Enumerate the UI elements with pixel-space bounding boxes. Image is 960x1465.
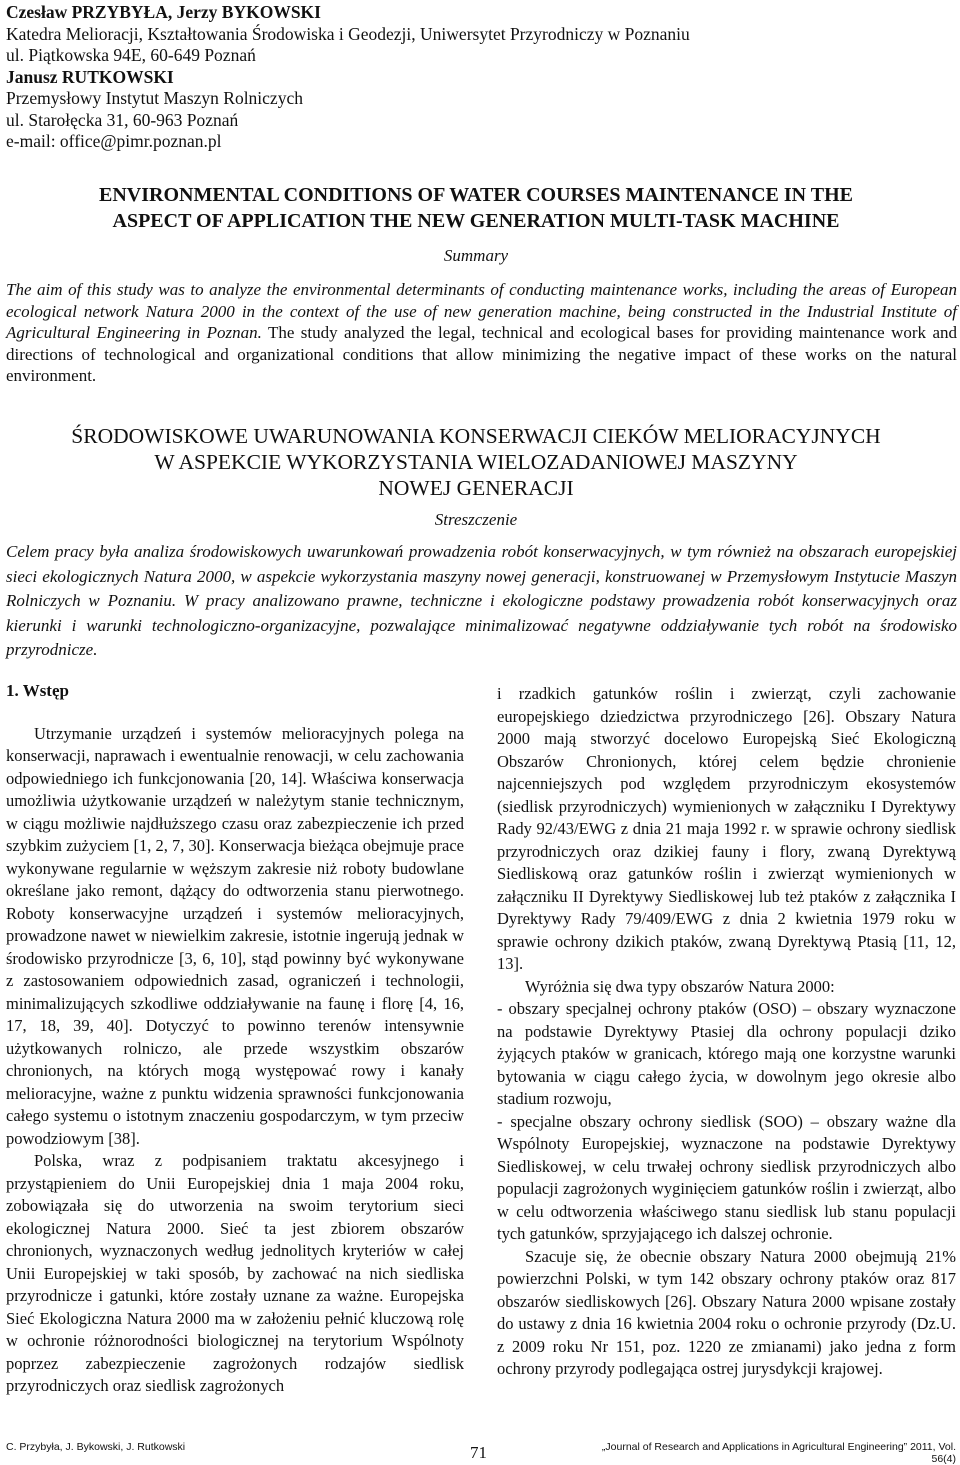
left-column	[6, 680, 464, 1398]
section-heading-intro: 1. Wstęp	[6, 681, 69, 700]
summary-label: Summary	[443, 246, 509, 265]
abstract-english	[6, 279, 957, 387]
abstract-polish: Celem pracy była analiza środowiskowych uwarunkowań prowadzenia robót konserwacyjnych, w tym również na obszarach europejskiej sieci ekologicznych Natura 2000, w aspekcie wykorzystania maszyny nowej generacji, konstruowanej w Przemysłowym Instytucie Maszyn Rolniczych w Poznaniu. W pracy analizowano prawne, techniczne i ekologiczne podstawy prowadzenia robót konserwacyjnych oraz kierunki i warunki technologiczno-organizacyjne, pozwalające minimalizować negatywne oddziaływanie tych robót na środowisko przyrodnicze.	[6, 542, 957, 659]
author-block	[6, 2, 946, 153]
paragraph: Wyróżnia się dwa typy obszarów Natura 2000:	[525, 976, 835, 996]
author-names-2: Janusz RUTKOWSKI	[6, 66, 174, 87]
footer-journal: „Journal of Research and Applications in Agricultural Engineering” 2011, Vol. 56(4)	[601, 1441, 956, 1465]
title-english-line2: ASPECT OF APPLICATION THE NEW GENERATION MULTI-TASK MACHINE	[112, 210, 840, 232]
paragraph: Utrzymanie urządzeń i systemów melioracyjnych polega na konserwacji, naprawach i ewentualnie renowacji, w celu zachowania odpowiedniego ich funkcjonowania [20, 14]. Właściwa konserwacja umożliwia użytkowanie urządzeń w należytym stanie technicznym, w ciągu możliwie najdłuższego czasu oraz zabezpieczenie ich przed szybkim zużyciem [1, 2, 7, 30]. Konserwacja bieżąca obejmuje prace wykonywane regularnie w węższym zakresie niż roboty budowlane określane jako remont, dążący do odtworzenia stanu pierwotnego. Roboty konserwacyjne urządzeń i systemów melioracyjnych, prowadzone nawet w niewielkim zakresie, istotnie ingerują jednak w środowisko przyrodnicze [3, 6, 10], stąd powinny być wykonywane z zastosowaniem odpowiednich zasad, ograniczeń i technologii, minimalizujących szkodliwe oddziaływanie na faunę i florę [4, 16, 17, 18, 39, 40]. Dotyczyć to powinno terenów intensywnie użytkowanych rolniczo, ale przede wszystkim obszarów chronionych, na których mogą występować rowy i kanały melioracyjne, ważne z punktu widzenia sprawności funkcjonowania całego systemu o istotnym znaczeniu gospodarczym, w tym przeciw powodziowym [38].	[6, 723, 464, 1148]
author-affiliation-2: Przemysłowy Instytut Maszyn Rolniczych	[6, 88, 303, 108]
title-english-line1: ENVIRONMENTAL CONDITIONS OF WATER COURSES MAINTENANCE IN THE	[98, 184, 853, 206]
author-address-2: ul. Starołęcka 31, 60-963 Poznań	[6, 109, 239, 130]
author-email[interactable]: e-mail: office@pimr.poznan.pl	[6, 131, 222, 151]
abstract-english-part1: The aim of this study was to analyze the environmental determinants of conducting maintenance works, including the areas of European ecological network Natura 2000 in the context of the use of new generation machine, being constructed in the Industrial Institute of Agricultural Engineering in Poznan.	[6, 280, 957, 342]
abstract-english-part2: The study analyzed the legal, technical and ecological bases for providing maintenance work and directions of technological and organizational conditions that allow minimizing the negative impact of these works on the natural environment.	[6, 323, 957, 385]
footer-authors: C. Przybyła, J. Bykowski, J. Rutkowski	[6, 1441, 186, 1453]
title-polish-line1: ŚRODOWISKOWE UWARUNOWANIA KONSERWACJI CIEKÓW MELIORACYJNYCH	[71, 424, 881, 448]
paragraph: Szacuje się, że obecnie obszary Natura 2000 obejmują 21% powierzchni Polski, w tym 142 obszary ochrony ptaków oraz 817 obszarów siedliskowych [26]. Obszary Natura 2000 wpisane zostały do ustawy z dnia 16 kwietnia 2004 roku o ochronie przyrody (Dz.U. z 2009 roku Nr 151, poz. 1220 ze zmianami) jako jedna z form ochrony przyrody podlegająca ostrej jurysdykcji krajowej.	[497, 1246, 956, 1378]
paragraph: i rzadkich gatunków roślin i zwierząt, czyli zachowanie europejskiego dziedzictwa przyrodniczego [26]. Obszary Natura 2000 mają stworzyć docelowo Europejską Sieć Ekologiczną Obszarów Chronionych, której celem będzie chronienie najcenniejszych pod względem przyrodniczym ekosystemów (siedlisk przyrodniczych) wymienionych w załączniku I Dyrektywy Rady 92/43/EWG z dnia 21 maja 1992 r. w sprawie ochrony siedlisk przyrodniczych oraz dzikiej fauny i flory, zwaną Dyrektywą Siedliskową oraz gatunków roślin i zwierząt wymienionych w załączniku II Dyrektywy Siedliskowej lub też ptaków z załącznika I Dyrektywy Rady 79/409/EWG z dnia 2 kwietnia 1979 roku w sprawie ochrony dzikich ptaków, zwaną Dyrektywą Ptasią [11, 12, 13].	[497, 684, 956, 973]
streszczenie-label: Streszczenie	[434, 510, 518, 529]
title-polish	[6, 423, 946, 501]
author-names-1: Czesław PRZYBYŁA, Jerzy BYKOWSKI	[6, 2, 321, 22]
list-item: - obszary specjalnej ochrony ptaków (OSO) – obszary wyznaczone na podstawie Dyrektywy Ptasiej dla ochrony populacji dziko żyjących ptaków w granicach, którego mają one korzystne warunki bytowania w ciągu całego życia, w dowolnym jego okresie albo stadium rozwoju,	[497, 999, 956, 1108]
paragraph: Polska, wraz z podpisaniem traktatu akcesyjnego i przystąpieniem do Unii Europejskiej dnia 1 maja 2004 roku, zobowiązała się do utworzenia na swoim terytorium sieci ekologicznej Natura 2000. Sieć ta jest zbiorem obszarów chronionych, wyznaczonych według jednolitych kryteriów w całej Unii Europejskiej w taki sposób, by zachować na nich siedliska przyrodnicze i gatunki, które zostały uznane za ważne. Europejska Sieć Ekologiczna Natura 2000 ma w założeniu pełnić kluczową rolę w ochronie różnorodności biologicznej na terytorium Wspólnoty poprzez zabezpieczenie zagrożonych rodzajów siedlisk przyrodniczych oraz siedlisk zagrożonych	[6, 1151, 464, 1395]
right-column	[497, 683, 956, 1381]
author-affiliation-1: Katedra Melioracji, Kształtowania Środowiska i Geodezji, Uniwersytet Przyrodniczy w Poznaniu	[6, 23, 690, 44]
list-item: - specjalne obszary ochrony siedlisk (SOO) – obszary ważne dla Wspólnoty Europejskiej, wyznaczone na podstawie Dyrektywy Siedliskowej, w celu trwałej ochrony siedlisk przyrodniczych albo populacji zagrożonych wyginięciem gatunków roślin i zwierząt, albo w celu odtworzenia właściwego stanu siedlisk lub stanu populacji tych gatunków, sprzyjającego ich dalszej ochronie.	[497, 1111, 956, 1243]
author-address-1: ul. Piątkowska 94E, 60-649 Poznań	[6, 45, 256, 65]
title-polish-line2: W ASPEKCIE WYKORZYSTANIA WIELOZADANIOWEJ MASZYNY	[154, 450, 798, 474]
title-polish-line3: NOWEJ GENERACJI	[378, 476, 574, 500]
page-number: 71	[470, 1443, 487, 1462]
title-english	[6, 182, 946, 234]
